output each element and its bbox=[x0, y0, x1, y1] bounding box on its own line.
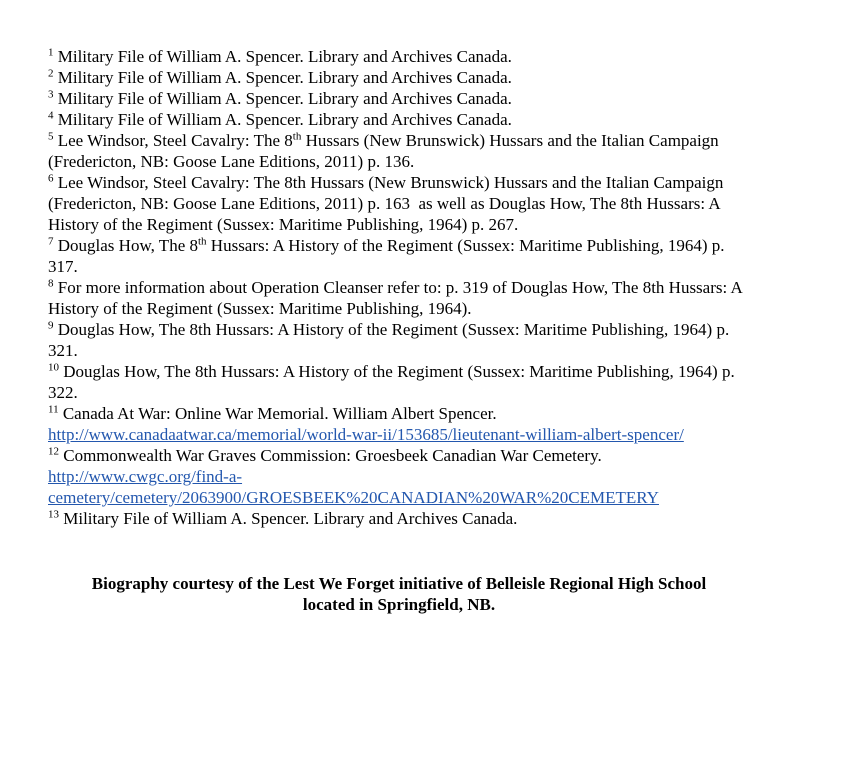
footnote-text: Military File of William A. Spencer. Library and Archives Canada. bbox=[53, 47, 512, 66]
footnote-number: 2 bbox=[48, 67, 54, 80]
footnote-item bbox=[48, 46, 750, 67]
footnote-number: 12 bbox=[48, 445, 59, 458]
footnote-item bbox=[48, 172, 750, 235]
footnotes-section bbox=[48, 46, 750, 529]
footnote-item bbox=[48, 361, 750, 403]
footnote-item bbox=[48, 130, 750, 172]
footnote-item bbox=[48, 403, 750, 445]
superscript-text: th bbox=[197, 235, 207, 248]
footnote-item bbox=[48, 319, 750, 361]
attribution-line-1: Biography courtesy of the Lest We Forget initiative of Belleisle Regional High School bbox=[91, 574, 707, 593]
superscript-text: th bbox=[292, 130, 302, 143]
footnote-number: 13 bbox=[48, 508, 59, 521]
footnote-text: Military File of William A. Spencer. Library and Archives Canada. bbox=[59, 509, 518, 528]
footnote-text: Douglas How, The 8th Hussars: A History of the Regiment (Sussex: Maritime Publishing, 1964) p. 322. bbox=[48, 362, 739, 402]
footnote-text: Lee Windsor, Steel Cavalry: The 8th Hussars (New Brunswick) Hussars and the Italian Campaign (Fredericton, NB: Goose Lane Editions, 2011) p. 163 as well as Douglas How, The 8th Hussars: A History of the Regiment (Sussex: Maritime Publishing, 1964) p. 267. bbox=[48, 173, 728, 234]
footnote-number: 9 bbox=[48, 319, 54, 332]
footnote-item bbox=[48, 235, 750, 277]
footnote-text: Hussars (New Brunswick) Hussars and the Italian Campaign (Fredericton, NB: Goose Lane Editions, 2011) p. 136. bbox=[48, 131, 723, 171]
footnote-text: Douglas How, The 8 bbox=[53, 236, 198, 255]
attribution bbox=[48, 573, 750, 615]
footnote-link[interactable]: http://www.cwgc.org/find-a- bbox=[48, 467, 243, 486]
footnote-number: 4 bbox=[48, 109, 54, 122]
footnote-number: 7 bbox=[48, 235, 54, 248]
footnote-number: 5 bbox=[48, 130, 54, 143]
footnote-item bbox=[48, 109, 750, 130]
attribution-line-2: located in Springfield, NB. bbox=[302, 595, 496, 614]
footnote-text: Hussars: A History of the Regiment (Sussex: Maritime Publishing, 1964) p. 317. bbox=[48, 236, 729, 276]
footnote-text: Military File of William A. Spencer. Library and Archives Canada. bbox=[53, 89, 512, 108]
footnote-text: Military File of William A. Spencer. Library and Archives Canada. bbox=[53, 68, 512, 87]
footnote-item bbox=[48, 67, 750, 88]
footnote-text: Military File of William A. Spencer. Library and Archives Canada. bbox=[53, 110, 512, 129]
footnote-text: Canada At War: Online War Memorial. William Albert Spencer. bbox=[58, 404, 497, 423]
footnote-item bbox=[48, 508, 750, 529]
footnote-text: Commonwealth War Graves Commission: Groesbeek Canadian War Cemetery. bbox=[59, 446, 602, 465]
footnote-number: 11 bbox=[48, 403, 59, 416]
footnote-number: 1 bbox=[48, 46, 54, 59]
footnote-number: 3 bbox=[48, 88, 54, 101]
footnote-link[interactable]: cemetery/cemetery/2063900/GROESBEEK%20CANADIAN%20WAR%20CEMETERY bbox=[48, 488, 659, 507]
footnote-text: Douglas How, The 8th Hussars: A History of the Regiment (Sussex: Maritime Publishing, 1964) p. 321. bbox=[48, 320, 734, 360]
footnote-text: For more information about Operation Cleanser refer to: p. 319 of Douglas How, The 8th Hussars: A History of the Regiment (Sussex: Maritime Publishing, 1964). bbox=[48, 278, 747, 318]
footnote-number: 10 bbox=[48, 361, 59, 374]
footnote-item bbox=[48, 445, 750, 508]
footnote-text: Lee Windsor, Steel Cavalry: The 8 bbox=[53, 131, 293, 150]
footnote-number: 8 bbox=[48, 277, 54, 290]
footnote-item bbox=[48, 88, 750, 109]
footnote-item bbox=[48, 277, 750, 319]
footnote-link[interactable]: http://www.canadaatwar.ca/memorial/world-war-ii/153685/lieutenant-william-albert-spencer/ bbox=[48, 425, 684, 444]
footnote-number: 6 bbox=[48, 172, 54, 185]
